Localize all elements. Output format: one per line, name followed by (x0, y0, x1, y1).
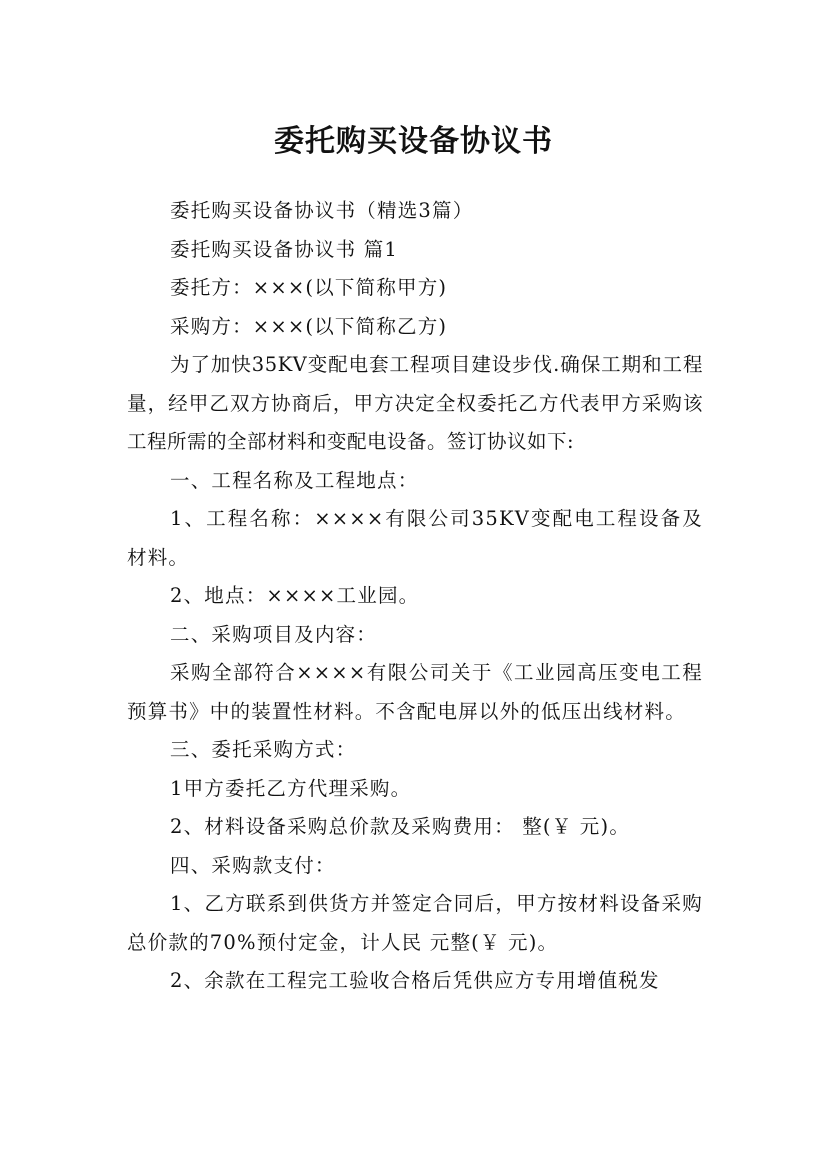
paragraph-payment-1: 1、乙方联系到供货方并签定合同后，甲方按材料设备采购总价款的70%预付定金，计人民 元整(￥ 元)。 (127, 892, 703, 954)
paragraph-project-name: 1、工程名称：××××有限公司35KV变配电工程设备及材料。 (127, 507, 703, 569)
paragraph-section-heading: 委托购买设备协议书 篇1 (170, 237, 399, 261)
paragraph-location: 2、地点：××××工业园。 (170, 584, 420, 607)
paragraph-method-2: 2、材料设备采购总价款及采购费用： 整(￥ 元)。 (170, 815, 631, 838)
paragraph-heading-3: 三、委托采购方式： (170, 738, 357, 761)
paragraph-intro: 为了加快35KV变配电套工程项目建设步伐.确保工期和工程量，经甲乙双方协商后，甲方决定全权委托乙方代表甲方采购该工程所需的全部材料和变配电设备。签订协议如下: (127, 353, 703, 453)
paragraph-client: 委托方：×××(以下简称甲方) (170, 276, 448, 299)
paragraph-subtitle: 委托购买设备协议书（精选3篇） (170, 199, 474, 222)
paragraph-payment-2: 2、余款在工程完工验收合格后凭供应方专用增值税发 (170, 969, 660, 992)
paragraph-method-1: 1甲方委托乙方代理采购。 (170, 776, 412, 800)
paragraph-heading-2: 二、采购项目及内容： (170, 622, 378, 646)
paragraph-scope: 采购全部符合××××有限公司关于《工业园高压变电工程预算书》中的装置性材料。不含配电屏以外的低压出线材料。 (127, 661, 703, 723)
paragraph-heading-1: 一、工程名称及工程地点： (170, 468, 419, 492)
document-body (127, 192, 703, 1001)
paragraph-heading-4: 四、采购款支付： (170, 853, 336, 877)
document-title: 委托购买设备协议书 (274, 124, 553, 160)
paragraph-purchaser: 采购方：×××(以下简称乙方) (170, 314, 448, 338)
